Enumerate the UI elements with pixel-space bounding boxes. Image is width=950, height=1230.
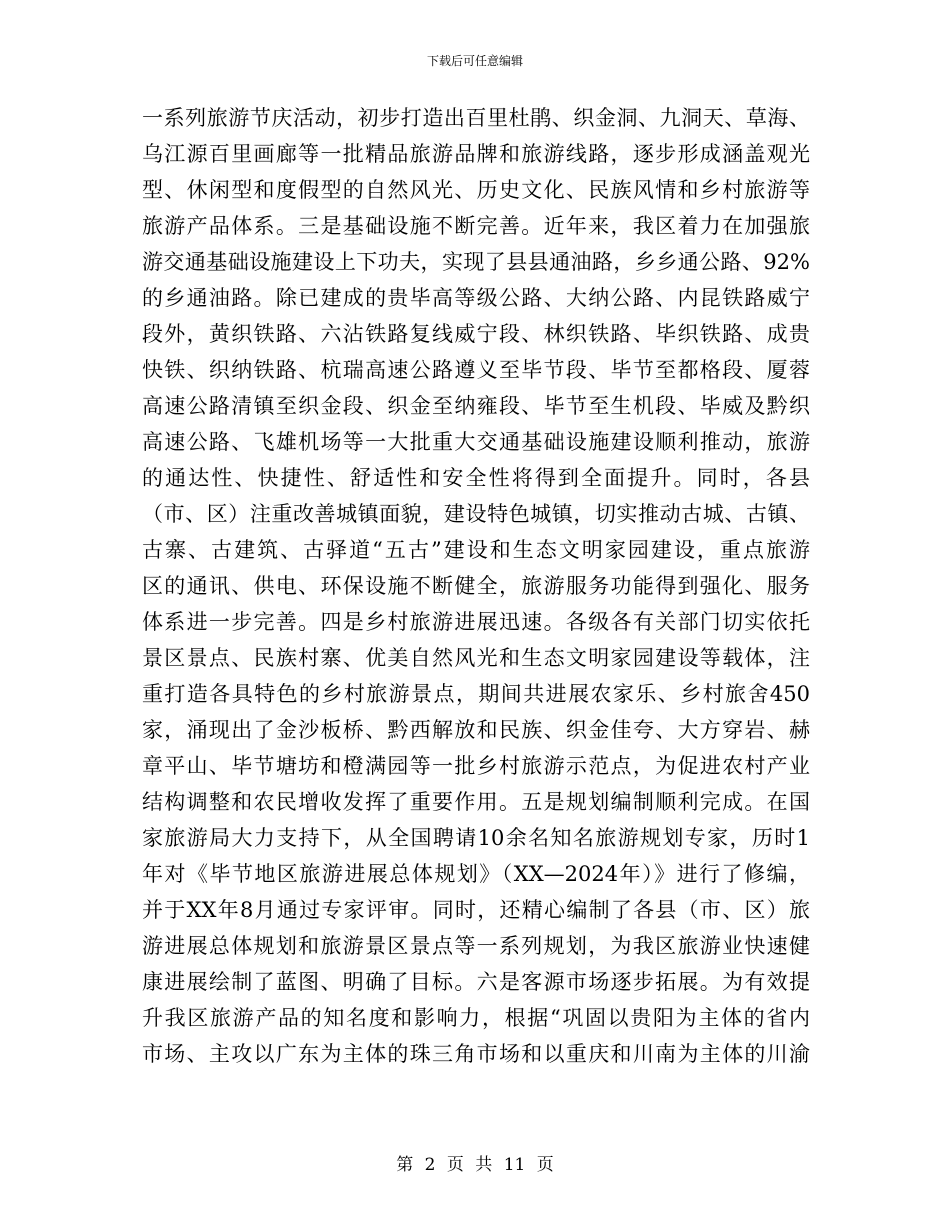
text-line: 型、休闲型和度假型的自然风光、历史文化、民族风情和乡村旅游等 [142, 178, 810, 202]
text-line: 段外，黄织铁路、六沾铁路复线威宁段、林织铁路、毕织铁路、成贵 [142, 322, 810, 346]
text-line: 家，涌现出了金沙板桥、黔西解放和民族、织金佳夸、大方穿岩、赫 [142, 718, 810, 742]
text-line: 的通达性、快捷性、舒适性和安全性将得到全面提升。同时，各县 [142, 466, 810, 490]
text-line: 康进展绘制了蓝图、明确了目标。六是客源市场逐步拓展。为有效提 [142, 970, 810, 994]
text-line: 游进展总体规划和旅游景区景点等一系列规划，为我区旅游业快速健 [142, 934, 810, 958]
text-line: 游交通基础设施建设上下功夫，实现了县县通油路，乡乡通公路、92% [142, 250, 810, 274]
text-line: 区的通讯、供电、环保设施不断健全，旅游服务功能得到强化、服务 [142, 574, 810, 598]
page-header: 下载后可任意编辑 [426, 54, 523, 68]
text-line: 快铁、织纳铁路、杭瑞高速公路遵义至毕节段、毕节至都格段、厦蓉 [142, 358, 810, 382]
body-paragraph [142, 100, 810, 1072]
text-line: 古寨、古建筑、古驿道“五古”建设和生态文明家园建设，重点旅游 [142, 538, 810, 562]
text-line: 旅游产品体系。三是基础设施不断完善。近年来，我区着力在加强旅 [142, 214, 810, 238]
text-line: 结构调整和农民增收发挥了重要作用。五是规划编制顺利完成。在国 [142, 790, 810, 814]
text-line: 市场、主攻以广东为主体的珠三角市场和以重庆和川南为主体的川渝 [142, 1042, 810, 1066]
text-line: 景区景点、民族村寨、优美自然风光和生态文明家园建设等载体，注 [142, 646, 810, 670]
text-line: 高速公路、飞雄机场等一大批重大交通基础设施建设顺利推动，旅游 [142, 430, 810, 454]
text-line: 高速公路清镇至织金段、织金至纳雍段、毕节至生机段、毕威及黔织 [142, 394, 810, 418]
text-line: 升我区旅游产品的知名度和影响力，根据“巩固以贵阳为主体的省内 [142, 1006, 810, 1030]
page-footer: 第 2 页 共 11 页 [396, 1155, 554, 1175]
text-line: 年对《毕节地区旅游进展总体规划》（XX—2024年）》进行了修编， [142, 862, 810, 886]
text-line: 并于XX年8月通过专家评审。同时，还精心编制了各县（市、区）旅 [142, 898, 810, 922]
text-line: 重打造各具特色的乡村旅游景点，期间共进展农家乐、乡村旅舍450 [142, 682, 810, 706]
text-line: 乌江源百里画廊等一批精品旅游品牌和旅游线路，逐步形成涵盖观光 [142, 142, 810, 166]
text-line: 的乡通油路。除已建成的贵毕高等级公路、大纳公路、内昆铁路威宁 [142, 286, 810, 310]
text-line: 章平山、毕节塘坊和橙满园等一批乡村旅游示范点，为促进农村产业 [142, 754, 810, 778]
text-line: 家旅游局大力支持下，从全国聘请10余名知名旅游规划专家，历时1 [142, 826, 810, 850]
text-line: （市、区）注重改善城镇面貌，建设特色城镇，切实推动古城、古镇、 [142, 502, 810, 526]
text-line: 体系进一步完善。四是乡村旅游进展迅速。各级各有关部门切实依托 [142, 610, 810, 634]
text-line: 一系列旅游节庆活动，初步打造出百里杜鹃、织金洞、九洞天、草海、 [142, 106, 810, 130]
